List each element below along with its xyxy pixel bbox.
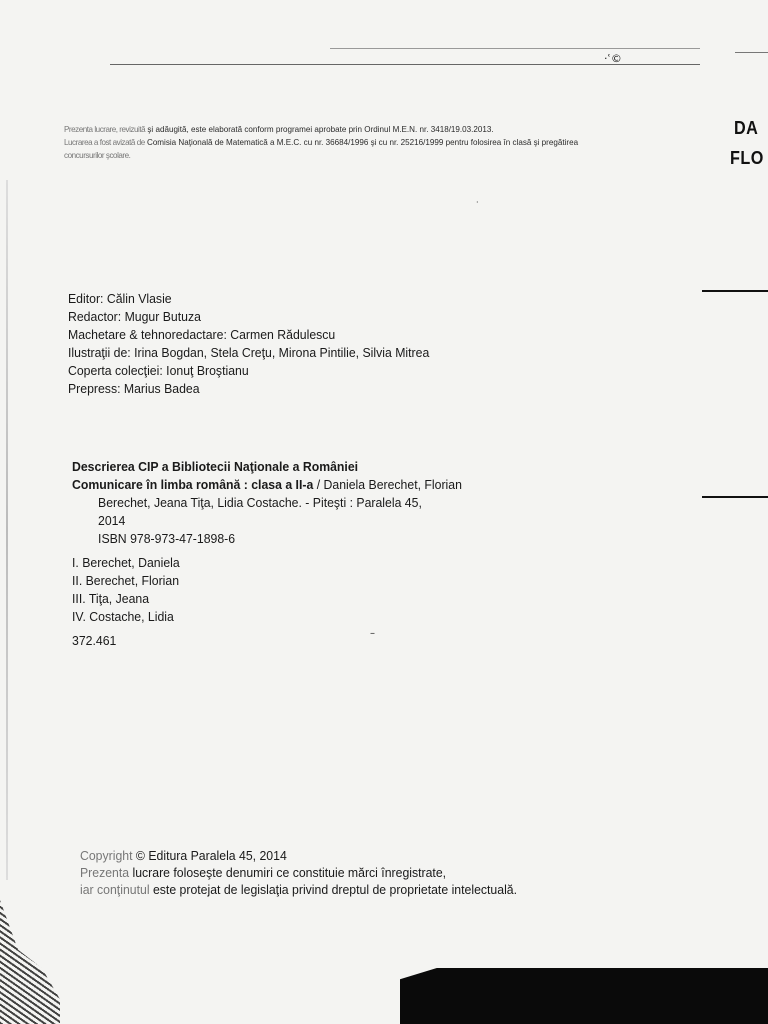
dust-dot: · xyxy=(476,198,479,207)
scan-smudge: ·ʿ© xyxy=(604,52,622,65)
cip-author-3: III. Tiţa, Jeana xyxy=(72,591,150,606)
cip-heading: Descrierea CIP a Bibliotecii Naţionale a României xyxy=(72,459,359,474)
credit-illustrations: Ilustraţii de: Irina Bogdan, Stela Creţu, Mirona Pintilie, Silvia Mitrea xyxy=(68,345,430,360)
cip-description xyxy=(72,458,462,650)
approval-notice xyxy=(64,123,666,162)
cip-author-4: IV. Costache, Lidia xyxy=(72,609,174,624)
scan-shadow-left xyxy=(0,900,60,1024)
cip-classification: 372.461 xyxy=(72,633,117,648)
cip-isbn: ISBN 978-973-47-1898-6 xyxy=(98,531,236,546)
credit-redactor: Redactor: Mugur Butuza xyxy=(68,309,201,324)
margin-mark-2 xyxy=(702,496,768,498)
approval-line-1: Prezenta lucrare, revizuită şi adăugită, este elaborată conform programei aprobate prin Ordinul M.E.N. nr. 3418/19.03.2013. xyxy=(64,124,494,134)
credit-layout: Machetare & tehnoredactare: Carmen Rădulescu xyxy=(68,327,336,342)
cip-author-1: I. Berechet, Daniela xyxy=(72,555,180,570)
page-edge-left xyxy=(6,180,8,880)
approval-line-2: Lucrarea a fost avizată de Comisia Naţională de Matematică a M.E.C. cu nr. 36684/1996 şi cu nr. 25216/1999 pentru folosirea în clasă şi pregătirea xyxy=(64,137,579,147)
cip-title-line: Comunicare în limba română : clasa a II-a / Daniela Berechet, Florian xyxy=(72,477,462,492)
scan-line-top-3 xyxy=(735,52,768,53)
approval-line-3: concursurilor şcolare. xyxy=(64,150,131,160)
facing-page-fragment-2: FLO xyxy=(730,148,764,168)
margin-mark-1 xyxy=(702,290,768,292)
facing-page-fragment-1: DA xyxy=(734,118,759,138)
dust-dash: – xyxy=(370,628,375,639)
credit-cover: Coperta colecţiei: Ionuţ Broştianu xyxy=(68,363,249,378)
cip-year: 2014 xyxy=(98,513,126,528)
copyright-line-1: Copyright © Editura Paralela 45, 2014 xyxy=(80,848,287,863)
cip-author-2: II. Berechet, Florian xyxy=(72,573,180,588)
cip-authors-line: Berechet, Jeana Tiţa, Lidia Costache. - Piteşti : Paralela 45, xyxy=(98,495,422,510)
editorial-credits xyxy=(68,290,429,398)
credit-prepress: Prepress: Marius Badea xyxy=(68,381,200,396)
scan-shadow-bottom xyxy=(400,968,768,1024)
copyright-line-3: iar conţinutul este protejat de legislaţia privind dreptul de proprietate intelectuală. xyxy=(80,882,518,897)
scan-line-top-2 xyxy=(330,48,700,49)
credit-editor: Editor: Călin Vlasie xyxy=(68,291,172,306)
copyright-notice xyxy=(80,847,517,898)
copyright-line-2: Prezenta lucrare foloseşte denumiri ce constituie mărci înregistrate, xyxy=(80,865,447,880)
